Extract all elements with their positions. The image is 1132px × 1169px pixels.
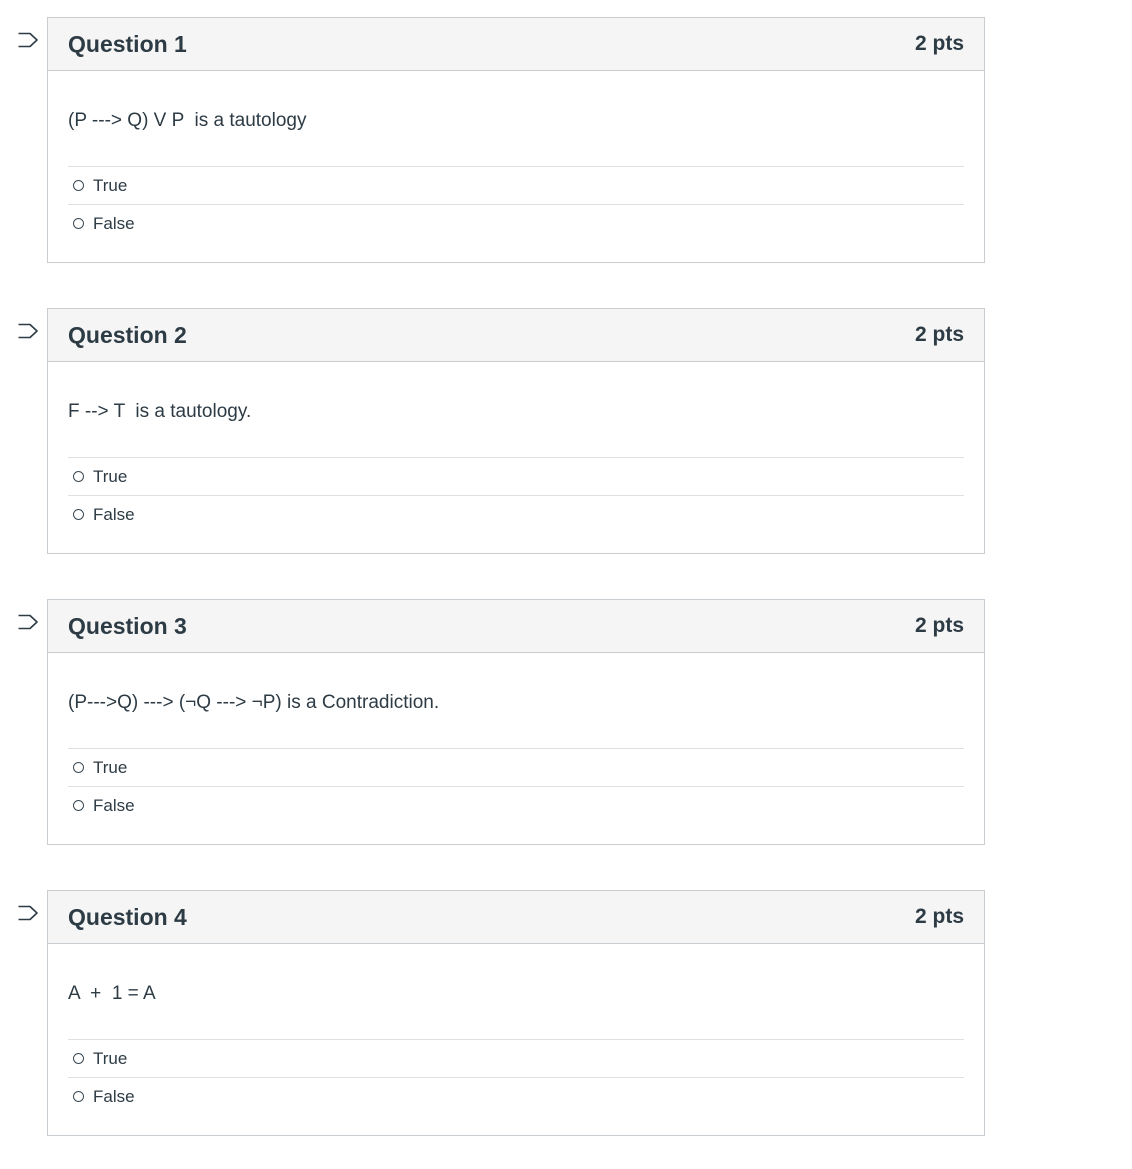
answer-label: True bbox=[93, 1048, 128, 1068]
question-header bbox=[48, 309, 984, 362]
question-title: Question 4 bbox=[68, 903, 187, 930]
question-card bbox=[47, 890, 985, 1136]
radio-icon[interactable] bbox=[73, 762, 84, 773]
question-card bbox=[47, 308, 985, 554]
answer-option-false[interactable] bbox=[68, 496, 964, 533]
flag-icon[interactable] bbox=[17, 614, 39, 630]
answer-label: True bbox=[93, 757, 128, 777]
answer-option-true[interactable] bbox=[68, 167, 964, 205]
radio-icon[interactable] bbox=[73, 180, 84, 191]
radio-icon[interactable] bbox=[73, 471, 84, 482]
flag-icon[interactable] bbox=[17, 905, 39, 921]
radio-icon[interactable] bbox=[73, 509, 84, 520]
question-card bbox=[47, 17, 985, 263]
question-title: Question 3 bbox=[68, 612, 187, 639]
answer-list bbox=[68, 1039, 964, 1115]
question-points: 2 pts bbox=[914, 905, 964, 928]
question-body bbox=[48, 71, 984, 242]
answer-option-false[interactable] bbox=[68, 205, 964, 242]
answer-label: True bbox=[93, 466, 128, 486]
answer-option-false[interactable] bbox=[68, 787, 964, 824]
answer-option-true[interactable] bbox=[68, 749, 964, 787]
answer-label: False bbox=[93, 213, 135, 233]
question-points: 2 pts bbox=[914, 323, 964, 346]
answer-label: True bbox=[93, 175, 128, 195]
question-header bbox=[48, 18, 984, 71]
answer-label: False bbox=[93, 1086, 135, 1106]
question-points: 2 pts bbox=[914, 614, 964, 637]
question-body bbox=[48, 653, 984, 824]
question-title: Question 1 bbox=[68, 30, 187, 57]
radio-icon[interactable] bbox=[73, 218, 84, 229]
radio-icon[interactable] bbox=[73, 800, 84, 811]
radio-icon[interactable] bbox=[73, 1091, 84, 1102]
question-title: Question 2 bbox=[68, 321, 187, 348]
question-points: 2 pts bbox=[914, 32, 964, 55]
answer-option-true[interactable] bbox=[68, 458, 964, 496]
question-header bbox=[48, 600, 984, 653]
question-text: A + 1 = A bbox=[68, 983, 156, 1004]
question-text: (P--->Q) ---> (¬Q ---> ¬P) is a Contradiction. bbox=[68, 692, 440, 713]
answer-list bbox=[68, 166, 964, 242]
question-text: (P ---> Q) V P is a tautology bbox=[68, 110, 307, 131]
answer-label: False bbox=[93, 795, 135, 815]
question-header bbox=[48, 891, 984, 944]
answer-list bbox=[68, 748, 964, 824]
flag-icon[interactable] bbox=[17, 323, 39, 339]
radio-icon[interactable] bbox=[73, 1053, 84, 1064]
question-text: F --> T is a tautology. bbox=[68, 401, 252, 422]
question-body bbox=[48, 944, 984, 1115]
answer-label: False bbox=[93, 504, 135, 524]
answer-list bbox=[68, 457, 964, 533]
question-card bbox=[47, 599, 985, 845]
answer-option-true[interactable] bbox=[68, 1040, 964, 1078]
answer-option-false[interactable] bbox=[68, 1078, 964, 1115]
flag-icon[interactable] bbox=[17, 32, 39, 48]
question-body bbox=[48, 362, 984, 533]
